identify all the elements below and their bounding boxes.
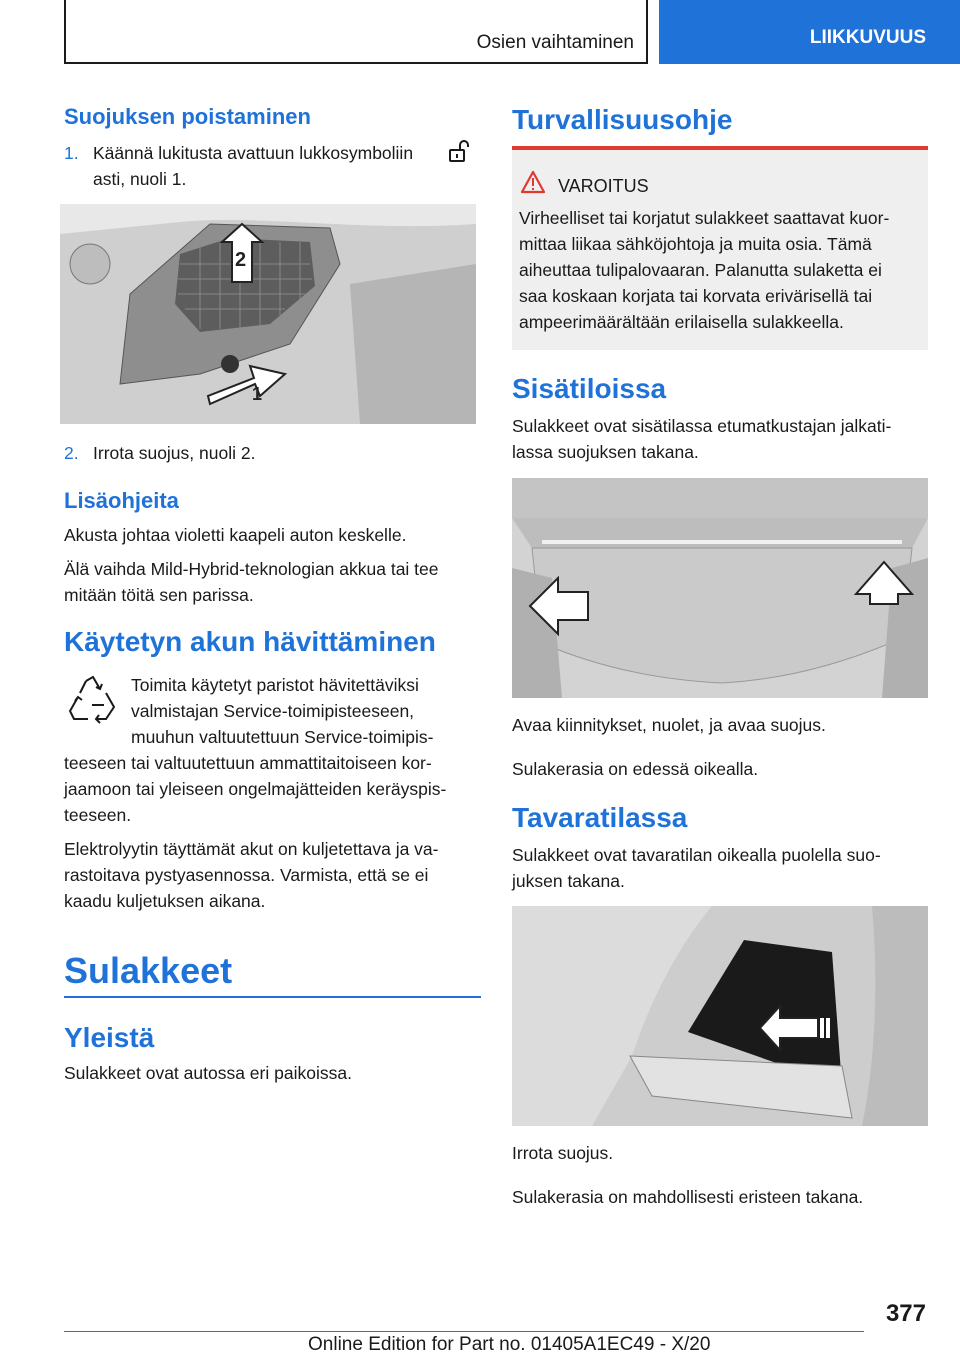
footer-rule [64, 1331, 864, 1332]
recycle-icon [66, 675, 120, 732]
warning-line-5: ampeerimäärältään erilaisella sulakkeella. [519, 312, 844, 332]
electrolyte-line-1: Elektrolyytin täyttämät akut on kuljetettava ja va- [64, 839, 439, 859]
fuses-heading: Sulakkeet [64, 950, 233, 991]
warning-title: VAROITUS [558, 176, 649, 196]
electrolyte-line-2: rastoitava pystyasennossa. Varmista, että se ei [64, 865, 429, 885]
step-1-text-line2: asti, nuoli 1. [93, 169, 187, 189]
interior-line-1: Sulakkeet ovat sisätilassa etumatkustajan jalkati- [512, 416, 892, 436]
disposal-line-1: Toimita käytetyt paristot hävitettäviksi [131, 675, 419, 695]
trunk-photo [512, 906, 928, 1126]
step-2-number: 2. [64, 443, 79, 463]
trunk-line-1: Sulakkeet ovat tavaratilan oikealla puolella suo- [512, 845, 881, 865]
engine-bay-photo [60, 204, 476, 424]
header-chapter-tab[interactable] [659, 0, 960, 64]
cover-removal-heading: Suojuksen poistaminen [64, 104, 311, 129]
interior-heading: Sisätiloissa [512, 373, 667, 404]
photo-label-2: 2 [235, 249, 247, 271]
photo-label-1: 1 [252, 384, 263, 404]
unlock-icon [448, 138, 470, 169]
disposal-line-5: jaamoon tai yleiseen ongelmajätteiden keräyspis- [64, 779, 447, 799]
tips-paragraph-1: Akusta johtaa violetti kaapeli auton keskelle. [64, 525, 407, 545]
tips-paragraph-2-line1: Älä vaihda Mild-Hybrid-teknologian akkua tai tee [64, 559, 439, 579]
header-section-title: Osien vaihtaminen [476, 32, 634, 53]
disposal-line-2: valmistajan Service-toimipisteeseen, [131, 701, 415, 721]
trunk-caption-2: Sulakerasia on mahdollisesti eristeen takana. [512, 1187, 864, 1207]
tips-heading: Lisäohjeita [64, 488, 179, 513]
step-1-text-line1: Käännä lukitusta avattuun lukkosymboliin [93, 143, 414, 163]
footwell-photo [512, 478, 928, 698]
step-1-number: 1. [64, 143, 79, 163]
safety-heading: Turvallisuusohje [512, 104, 733, 135]
disposal-line-3: muuhun valtuutettuun Service-toimipis- [131, 727, 434, 747]
interior-caption-1: Avaa kiinnitykset, nuolet, ja avaa suojus. [512, 715, 826, 735]
footer-edition: Online Edition for Part no. 01405A1EC49 - X/20 [308, 1334, 711, 1355]
fuses-heading-rule [64, 996, 481, 998]
disposal-line-6: teeseen. [64, 805, 132, 825]
warning-triangle-icon [520, 170, 546, 199]
tips-paragraph-2-line2: mitään töitä sen parissa. [64, 585, 254, 605]
interior-line-2: lassa suojuksen takana. [512, 442, 699, 462]
trunk-heading: Tavaratilassa [512, 802, 688, 833]
electrolyte-line-3: kaadu kuljetuksen aikana. [64, 891, 266, 911]
warning-line-1: Virheelliset tai korjatut sulakkeet saattavat kuor- [519, 208, 890, 228]
disposal-line-4: teeseen tai valtuutettuun ammattitaitoiseen kor- [64, 753, 432, 773]
battery-disposal-heading: Käytetyn akun hävittäminen [64, 626, 436, 657]
warning-line-3: aiheuttaa tulipalovaaran. Palanutta sulaketta ei [519, 260, 882, 280]
page-number: 377 [885, 1300, 926, 1327]
warning-line-2: mittaa liikaa sähköjohtoja ja muita osia. Tämä [519, 234, 872, 254]
trunk-caption-1: Irrota suojus. [512, 1143, 614, 1163]
step-2-text: Irrota suojus, nuoli 2. [93, 443, 256, 463]
general-text: Sulakkeet ovat autossa eri paikoissa. [64, 1063, 352, 1083]
warning-line-4: saa koskaan korjata tai korvata erivärisellä tai [519, 286, 873, 306]
interior-caption-2: Sulakerasia on edessä oikealla. [512, 759, 759, 779]
header-chapter-label: LIIKKUVUUS [809, 27, 926, 48]
general-heading: Yleistä [64, 1022, 155, 1053]
trunk-line-2: juksen takana. [512, 871, 625, 891]
